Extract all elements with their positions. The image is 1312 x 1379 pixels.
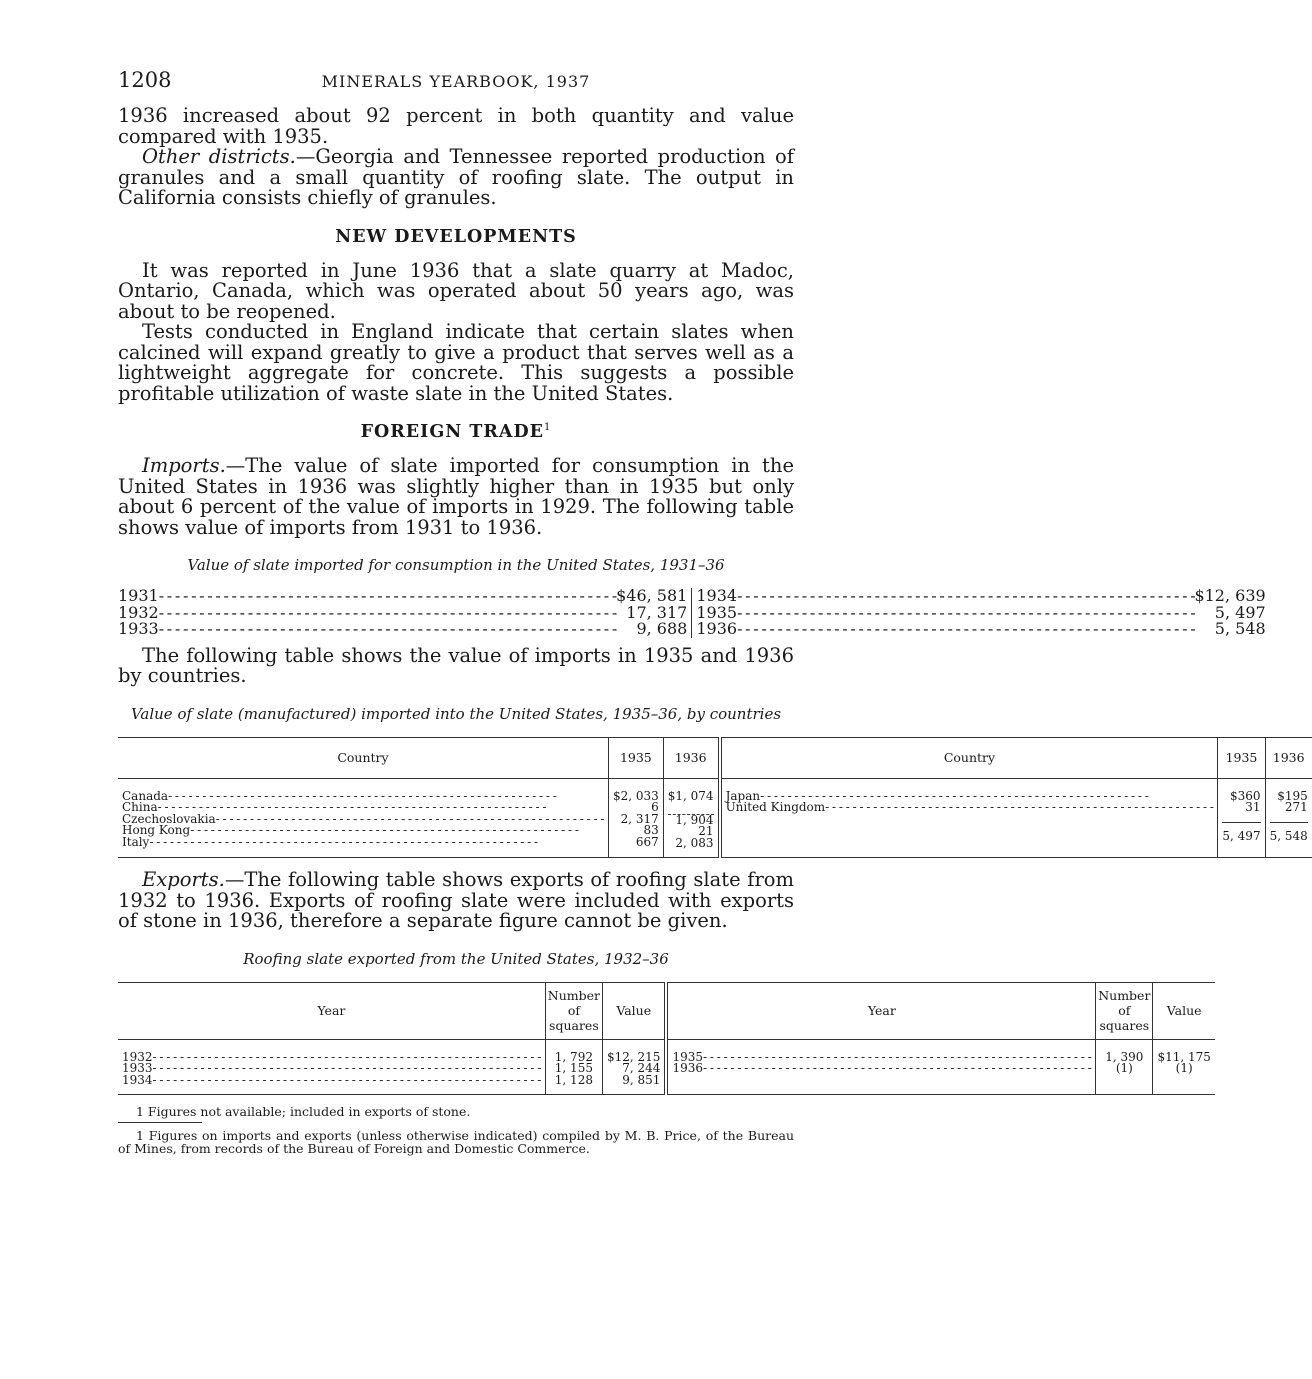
- table3-year: 1936: [672, 1061, 703, 1075]
- table3-year: 1933: [122, 1061, 153, 1075]
- table1-year: 1931: [118, 586, 159, 605]
- paragraph-exports: [118, 870, 794, 932]
- table2-cell: 6: [651, 800, 659, 814]
- table3-cell: 1, 792: [554, 1049, 593, 1064]
- heading-foreign-trade: [118, 422, 794, 442]
- table1-value: 9, 688: [636, 619, 688, 638]
- paragraph-imports: [118, 456, 794, 538]
- table2-country: Italy: [122, 834, 150, 849]
- table1-year: 1932: [118, 602, 159, 622]
- table3-exports: [118, 982, 1215, 1096]
- table2-cell: $360: [1230, 788, 1261, 803]
- table1-year: 1933: [118, 619, 159, 638]
- table3-cell: 1, 390: [1105, 1049, 1144, 1064]
- table3-cell: 1, 128: [554, 1072, 593, 1087]
- table1-caption: Value of slate imported for consumption in the United States, 1931–36: [187, 556, 725, 574]
- table1-value: 5, 497: [1214, 602, 1266, 622]
- table3-year: 1934: [122, 1072, 153, 1087]
- table2-country: Canada: [122, 788, 169, 803]
- lead-in-imports: Imports.: [142, 454, 226, 477]
- table2-cell: 21: [698, 824, 714, 838]
- table2-cell: $1, 074: [667, 788, 714, 803]
- heading-foreign-trade-text: FOREIGN TRADE: [360, 422, 545, 442]
- table3-header-value: Value: [603, 982, 667, 1039]
- paragraph-england-tests: Tests conducted in England indicate that certain slates when calcined will expand greatly to give a product that serves well as a lightweight aggregate for concrete. This suggests a possible profitable utilization of waste slate in the United States.: [118, 320, 794, 405]
- table2-cell: 1, 904: [675, 812, 714, 827]
- paragraph-other-districts: [118, 147, 794, 209]
- heading-new-developments: NEW DEVELOPMENTS: [335, 226, 577, 247]
- footnote-rule: [118, 1122, 202, 1123]
- table3-cell: 7, 244: [622, 1061, 661, 1075]
- table1-value: $12, 639: [1194, 586, 1266, 605]
- table3-header-year: Year: [118, 982, 545, 1039]
- table3-header-value-2: Value: [1153, 982, 1215, 1039]
- table2-country: Hong Kong: [122, 823, 191, 837]
- table1-row: [696, 621, 1265, 638]
- table2-header-1936-2: 1936: [1265, 737, 1312, 778]
- table2-country: Japan: [725, 788, 761, 803]
- lead-in-other-districts: Other districts.: [142, 145, 296, 168]
- paragraph-by-countries: The following table shows the value of imports in 1935 and 1936 by countries.: [118, 643, 794, 687]
- table2-total-1935: 5, 497: [1222, 822, 1260, 843]
- table2-right-1935: [1218, 778, 1265, 858]
- table1-right-column: [692, 588, 1265, 638]
- paragraph-imports-text: —The value of slate imported for consumption in the United States in 1936 was slightly higher than in 1935 but only about 6 percent of the value of imports in 1929. The following table shows value of imports from 1931 to 1936.: [118, 454, 794, 539]
- table3-cell: 9, 851: [622, 1072, 661, 1087]
- paragraph-other-districts-text: —Georgia and Tennessee reported production of granules and a small quantity of roofing slate. The output in California consists chiefly of granules.: [118, 145, 794, 209]
- page-footnote: 1 Figures on imports and exports (unless otherwise indicated) compiled by M. B. Price, of the Bureau of Mines, from records of the Bureau of Foreign and Domestic Commerce.: [118, 1128, 794, 1156]
- table3-body-row: [118, 1039, 1215, 1095]
- table2-body-row: [118, 778, 1312, 858]
- table1-year: 1934: [696, 586, 738, 605]
- table3-header-year-2: Year: [666, 982, 1095, 1039]
- table3-cell: $12, 215: [607, 1049, 661, 1064]
- table2-caption: Value of slate (manufactured) imported into the United States, 1935–36, by countries: [130, 704, 782, 723]
- footnote-marker: 1: [544, 422, 552, 434]
- page-number: 1208: [118, 68, 172, 92]
- table1-row: [118, 621, 687, 638]
- table1-value: $46, 581: [616, 586, 688, 605]
- page-header: [118, 64, 794, 92]
- table2-left-1936: [663, 778, 719, 858]
- table3-left-years: [118, 1039, 545, 1095]
- table1-left-column: [118, 588, 692, 638]
- table2-header-country: Country: [118, 737, 608, 778]
- table3-cell: $11, 175: [1157, 1049, 1211, 1064]
- table3-left-numbers: [545, 1039, 602, 1095]
- table3-header-number-2: Number of squares: [1096, 982, 1153, 1039]
- table1-year: 1935: [696, 602, 738, 622]
- table3-year: 1935: [672, 1049, 703, 1064]
- table2-right-1936: [1265, 778, 1312, 858]
- table1-year: 1936: [696, 619, 738, 638]
- table1-value: 17, 317: [626, 602, 688, 622]
- table3-left-values: [603, 1039, 667, 1095]
- table2-header-row: [118, 737, 1312, 778]
- table3-caption: Roofing slate exported from the United States, 1932–36: [243, 949, 669, 968]
- table2-imports-by-country: [118, 737, 1312, 859]
- table2-left-1935: [608, 778, 663, 858]
- lead-in-exports: Exports.: [142, 868, 225, 891]
- table3-right-values: [1153, 1039, 1215, 1095]
- table2-total-1936: 5, 548: [1270, 822, 1308, 843]
- table2-cell: 667: [635, 834, 659, 849]
- table2-cell: 31: [1245, 800, 1261, 814]
- table1-value: 5, 548: [1214, 619, 1266, 638]
- table3-cell: 1, 155: [554, 1061, 593, 1075]
- table2-cell: 83: [643, 823, 659, 837]
- table2-cell: 2, 317: [620, 811, 659, 826]
- table3-right-years: [666, 1039, 1095, 1095]
- table2-header-1935: 1935: [608, 737, 663, 778]
- running-title: MINERALS YEARBOOK, 1937: [321, 72, 591, 91]
- table2-cell: $2, 033: [612, 788, 659, 803]
- table2-header-1935-2: 1935: [1218, 737, 1265, 778]
- table3-header-number: Number of squares: [545, 982, 602, 1039]
- table2-cell: 2, 083: [675, 835, 714, 850]
- table1-imports-by-year: [118, 586, 1266, 638]
- table-footnote: 1 Figures not available; included in exports of stone.: [136, 1104, 471, 1119]
- table2-country: China: [122, 800, 158, 814]
- paragraph-madoc: It was reported in June 1936 that a slate quarry at Madoc, Ontario, Canada, which was operated about 50 years ago, was about to be reopened.: [118, 258, 794, 323]
- paragraph-continuation: 1936 increased about 92 percent in both quantity and value compared with 1935.: [118, 104, 794, 148]
- page: [118, 64, 1308, 1156]
- table2-cell: 271: [1284, 800, 1308, 814]
- table2-country: United Kingdom: [725, 800, 826, 814]
- table2-header-1936: 1936: [663, 737, 719, 778]
- table2-left-countries: [118, 778, 608, 858]
- table2-country: Czechoslovakia: [122, 811, 216, 826]
- paragraph-exports-text: —The following table shows exports of roofing slate from 1932 to 1936. Exports of roofing slate were included with exports of stone in 1936, therefore a separate figure cannot be given.: [118, 868, 794, 932]
- table2-header-country-2: Country: [720, 737, 1218, 778]
- table3-right-numbers: [1096, 1039, 1153, 1095]
- table2-cell: $195: [1277, 788, 1308, 803]
- table2-right-countries: [720, 778, 1218, 858]
- table3-cell: (1): [1175, 1061, 1193, 1075]
- table3-cell: (1): [1115, 1061, 1133, 1075]
- table3-year: 1932: [122, 1049, 153, 1064]
- table3-header-row: [118, 982, 1215, 1039]
